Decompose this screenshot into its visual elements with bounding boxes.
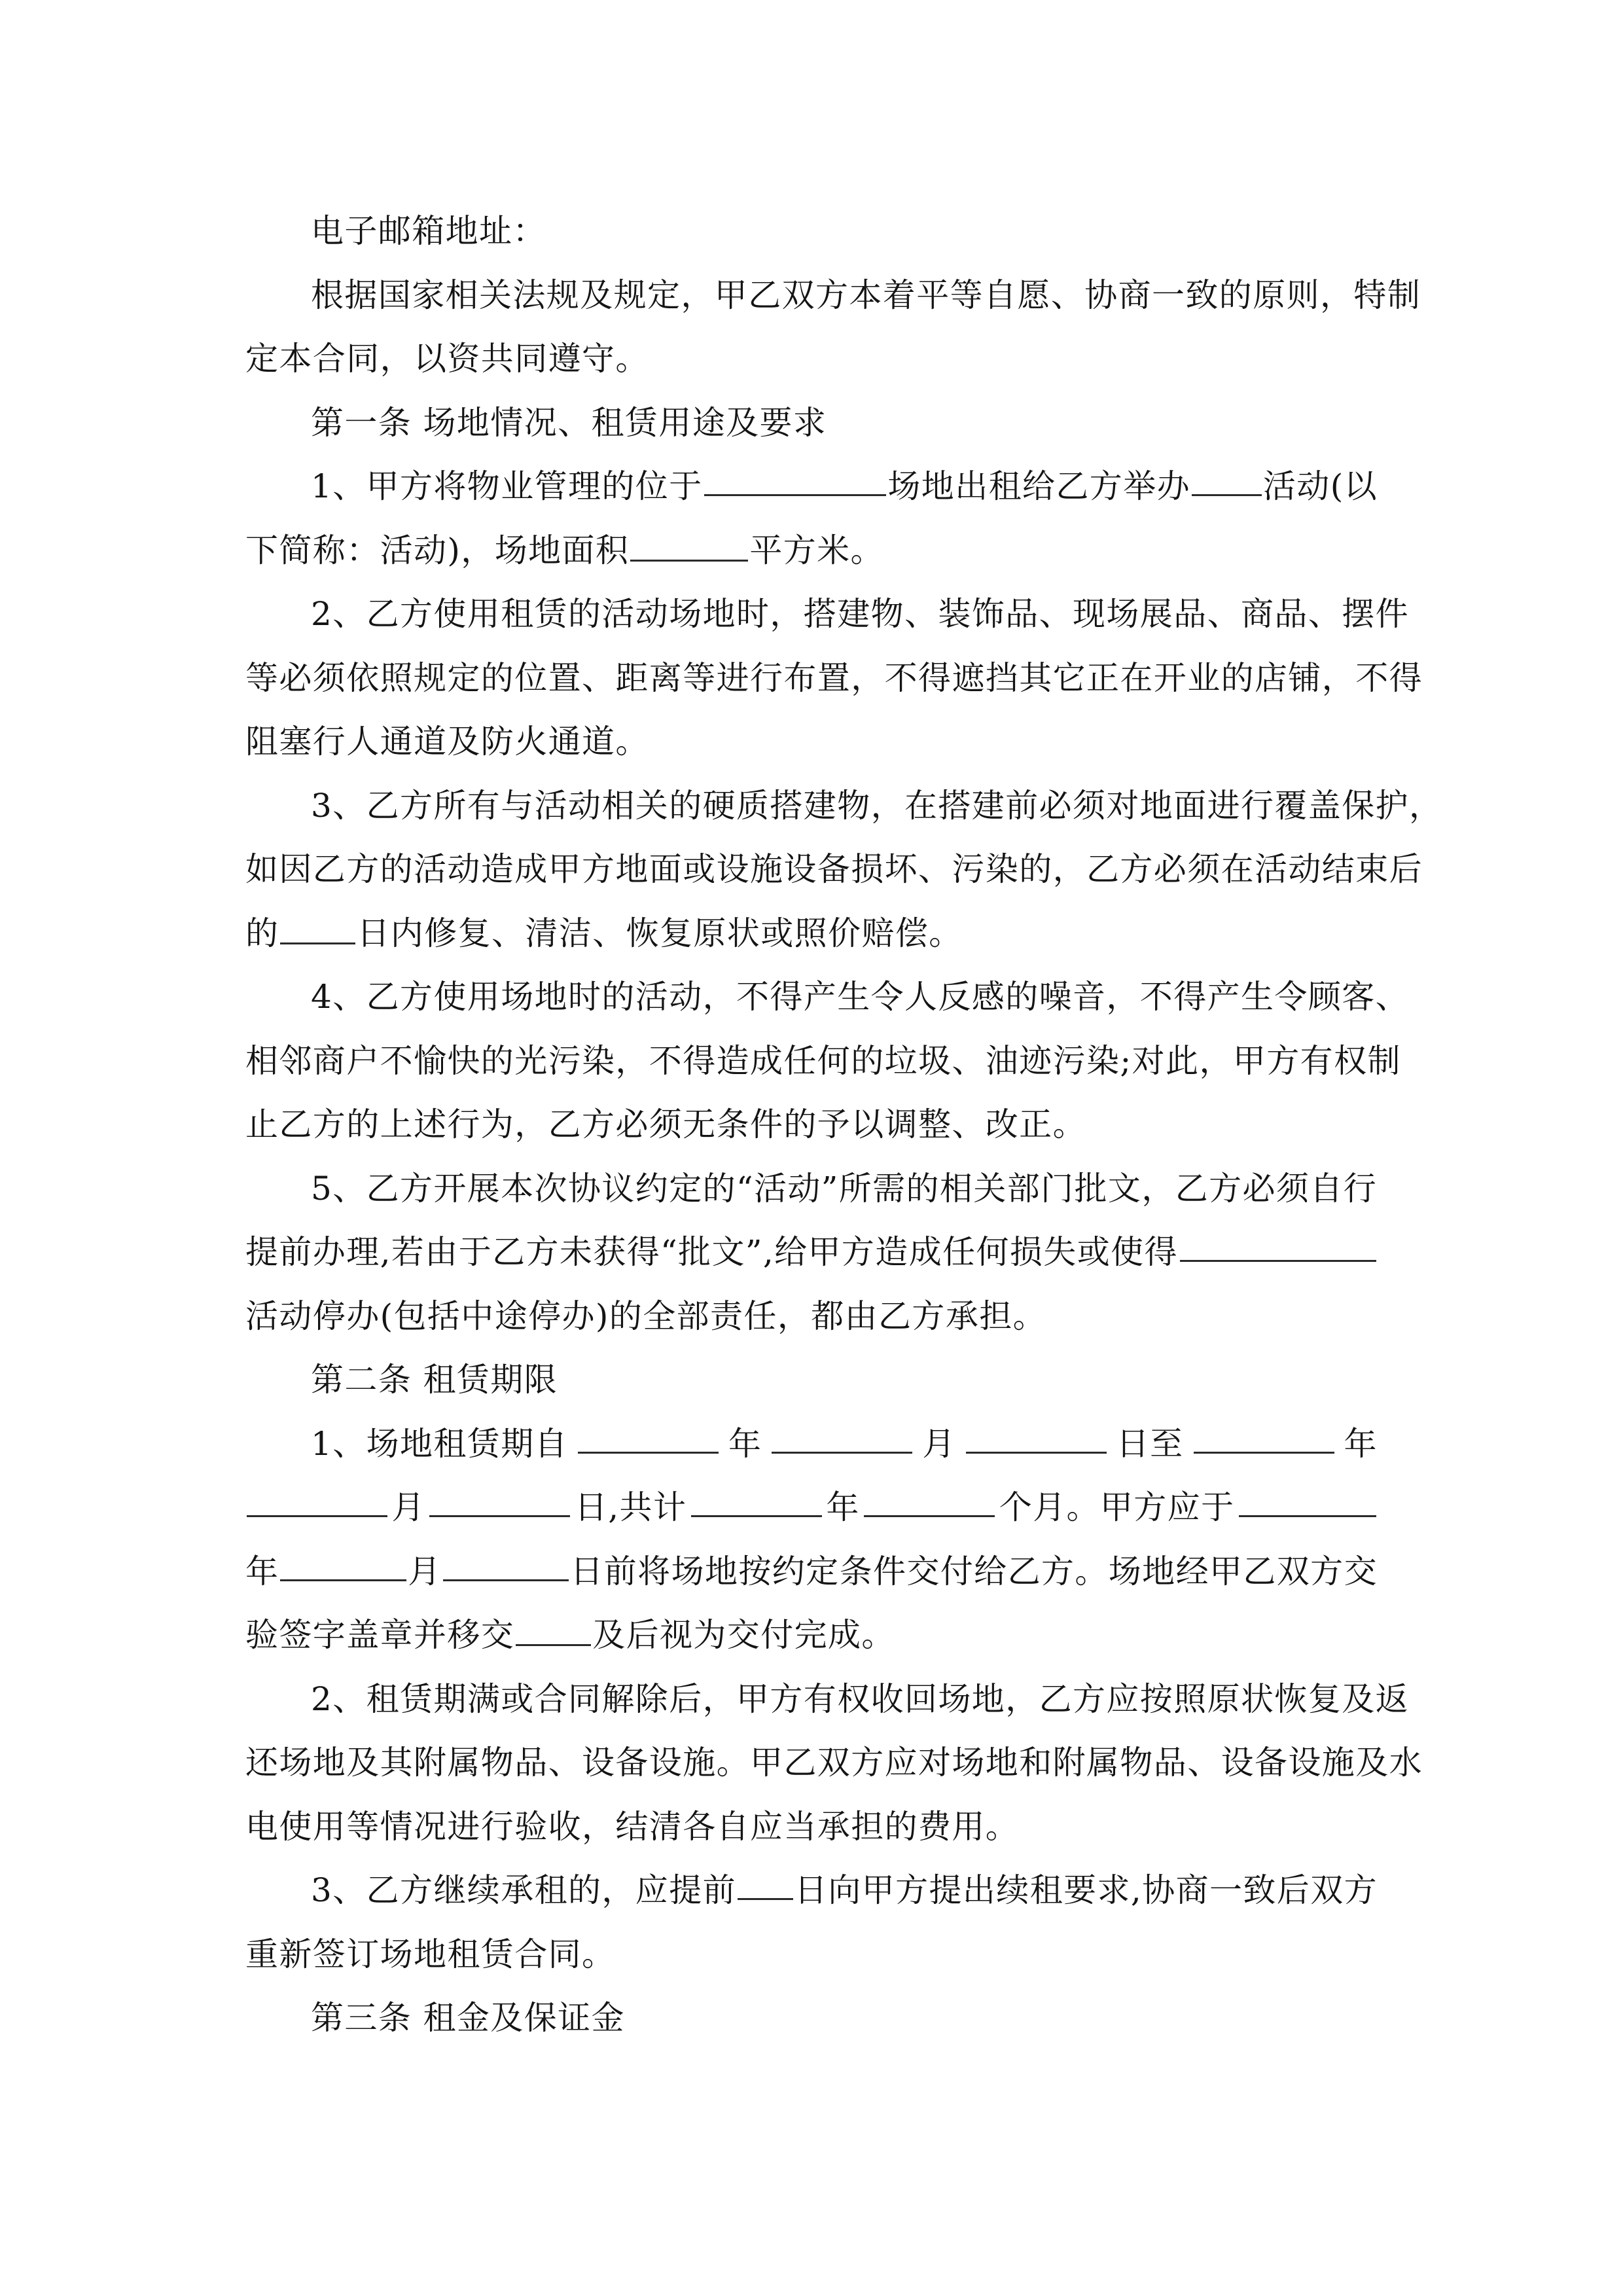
clause-text: 还场地及其附属物品、设备设施。甲乙双方应对场地和附属物品、设备设施及水 <box>245 1744 1423 1782</box>
clause-2-1-line4 <box>245 1604 1378 1668</box>
clause-text: 电使用等情况进行验收，结清各自应当承担的费用。 <box>245 1807 1020 1846</box>
email-label: 电子邮箱地址： <box>311 212 546 250</box>
blank-start-year[interactable] <box>578 1412 719 1454</box>
intro-paragraph <box>245 264 1421 328</box>
clause-1-5-line2 <box>245 1221 1378 1285</box>
clause-text: 年 <box>1344 1424 1378 1463</box>
blank-start-month[interactable] <box>772 1412 912 1454</box>
clause-2-3-line1 <box>245 1859 1378 1923</box>
clause-text: 年 <box>826 1488 860 1526</box>
clause-text: 下简称：活动)，场地面积 <box>245 531 630 569</box>
clause-2-3-line2 <box>245 1923 1378 1987</box>
intro-paragraph-cont <box>245 327 1378 391</box>
clause-2-2-line3 <box>245 1795 1378 1859</box>
clause-text: 平方米。 <box>749 531 884 569</box>
clause-text: 场地出租给乙方举办 <box>887 467 1191 505</box>
clause-text: 4、乙方使用场地时的活动，不得产生令人反感的噪音，不得产生令顾客、 <box>311 978 1410 1016</box>
blank-total-years[interactable] <box>691 1476 822 1517</box>
clause-2-1-line1 <box>245 1412 1378 1477</box>
clause-text: 1、场地租赁期自 <box>311 1424 569 1463</box>
article-1-heading <box>245 391 1378 456</box>
intro-text-2: 定本合同，以资共同遵守。 <box>245 340 649 378</box>
clause-1-3-line1 <box>245 774 1443 838</box>
clause-text: 及后视为交付完成。 <box>592 1616 895 1654</box>
clause-text: 月 <box>391 1488 425 1526</box>
clause-2-2-line1 <box>245 1668 1410 1732</box>
blank-location[interactable] <box>704 455 887 496</box>
clause-text: 5、乙方开展本次协议约定的“活动”所需的相关部门批文，乙方必须自行 <box>311 1169 1378 1208</box>
clause-1-2-line3 <box>245 710 1378 774</box>
clause-text: 日,共计 <box>574 1488 687 1526</box>
clause-text: 的 <box>245 914 279 952</box>
clause-text: 阻塞行人通道及防火通道。 <box>245 723 649 761</box>
clause-text: 重新签订场地租赁合同。 <box>245 1935 616 1973</box>
clause-1-1-line2 <box>245 519 1378 583</box>
clause-2-2-line2 <box>245 1731 1423 1795</box>
article-3-title: 第三条 租金及保证金 <box>311 1999 625 2037</box>
clause-1-1-line1 <box>245 455 1378 519</box>
blank-delivery-year[interactable] <box>1239 1476 1376 1517</box>
clause-text: 日向甲方提出续租要求,协商一致后双方 <box>794 1871 1378 1909</box>
clause-1-3-line2 <box>245 838 1423 902</box>
clause-1-4-line1 <box>245 965 1410 1030</box>
clause-2-1-line3 <box>245 1540 1378 1604</box>
email-line <box>245 200 1378 264</box>
article-2-title: 第二条 租赁期限 <box>311 1361 558 1399</box>
article-3-heading <box>245 1986 1378 2051</box>
blank-start-day[interactable] <box>966 1412 1107 1454</box>
clause-1-4-line3 <box>245 1093 1378 1157</box>
clause-text: 提前办理,若由于乙方未获得“批文”,给甲方造成任何损失或使得 <box>245 1233 1178 1271</box>
clause-1-2-line1 <box>245 583 1410 647</box>
blank-handover[interactable] <box>516 1605 591 1646</box>
blank-cause[interactable] <box>1180 1221 1376 1262</box>
clause-text: 月 <box>408 1552 442 1590</box>
blank-days[interactable] <box>280 903 355 944</box>
clause-text: 个月。甲方应于 <box>999 1488 1235 1526</box>
clause-text: 2、乙方使用租赁的活动场地时，搭建物、装饰品、现场展品、商品、摆件 <box>311 595 1410 633</box>
blank-renewal-days[interactable] <box>738 1859 793 1900</box>
clause-1-4-line2 <box>245 1030 1401 1094</box>
clause-1-3-line3 <box>245 902 1378 966</box>
clause-text: 2、租赁期满或合同解除后，甲方有权收回场地，乙方应按照原状恢复及返 <box>311 1679 1410 1718</box>
clause-text: 等必须依照规定的位置、距离等进行布置，不得遮挡其它正在开业的店铺，不得 <box>245 658 1423 697</box>
clause-text: 3、乙方继续承租的，应提前 <box>311 1871 737 1909</box>
blank-activity[interactable] <box>1192 455 1262 496</box>
clause-1-5-line1 <box>245 1157 1378 1221</box>
clause-text: 日前将场地按约定条件交付给乙方。场地经甲乙双方交 <box>570 1552 1378 1590</box>
blank-delivery-day[interactable] <box>443 1540 569 1581</box>
clause-text: 如因乙方的活动造成甲方地面或设施设备损坏、污染的，乙方必须在活动结束后 <box>245 850 1423 888</box>
clause-text: 1、甲方将物业管理的位于 <box>311 467 703 505</box>
clause-2-1-line2 <box>245 1476 1378 1540</box>
clause-text: 年 <box>245 1552 279 1590</box>
intro-text-1: 根据国家相关法规及规定，甲乙双方本着平等自愿、协商一致的原则，特制 <box>311 276 1421 314</box>
clause-text: 止乙方的上述行为，乙方必须无条件的予以调整、改正。 <box>245 1105 1086 1143</box>
clause-text: 日至 <box>1116 1424 1184 1463</box>
clause-text: 3、乙方所有与活动相关的硬质搭建物，在搭建前必须对地面进行覆盖保护， <box>311 786 1443 825</box>
article-1-title: 第一条 场地情况、租赁用途及要求 <box>311 403 827 442</box>
clause-text: 年 <box>728 1424 762 1463</box>
clause-text: 活动停办(包括中途停办)的全部责任，都由乙方承担。 <box>245 1297 1047 1335</box>
blank-delivery-month[interactable] <box>280 1540 406 1581</box>
clause-text: 验签字盖章并移交 <box>245 1616 515 1654</box>
blank-end-year[interactable] <box>1194 1412 1334 1454</box>
clause-1-5-line3 <box>245 1285 1378 1349</box>
blank-area[interactable] <box>630 520 748 562</box>
clause-text: 月 <box>922 1424 956 1463</box>
contract-page <box>245 200 1443 2051</box>
clause-text: 相邻商户不愉快的光污染，不得造成任何的垃圾、油迹污染;对此，甲方有权制 <box>245 1041 1401 1080</box>
blank-end-day[interactable] <box>429 1476 570 1517</box>
blank-total-months[interactable] <box>864 1476 995 1517</box>
blank-end-month[interactable] <box>247 1476 387 1517</box>
clause-1-2-line2 <box>245 647 1423 711</box>
article-2-heading <box>245 1348 1378 1412</box>
clause-text: 日内修复、清洁、恢复原状或照价赔偿。 <box>357 914 963 952</box>
clause-text: 活动(以 <box>1262 467 1378 505</box>
